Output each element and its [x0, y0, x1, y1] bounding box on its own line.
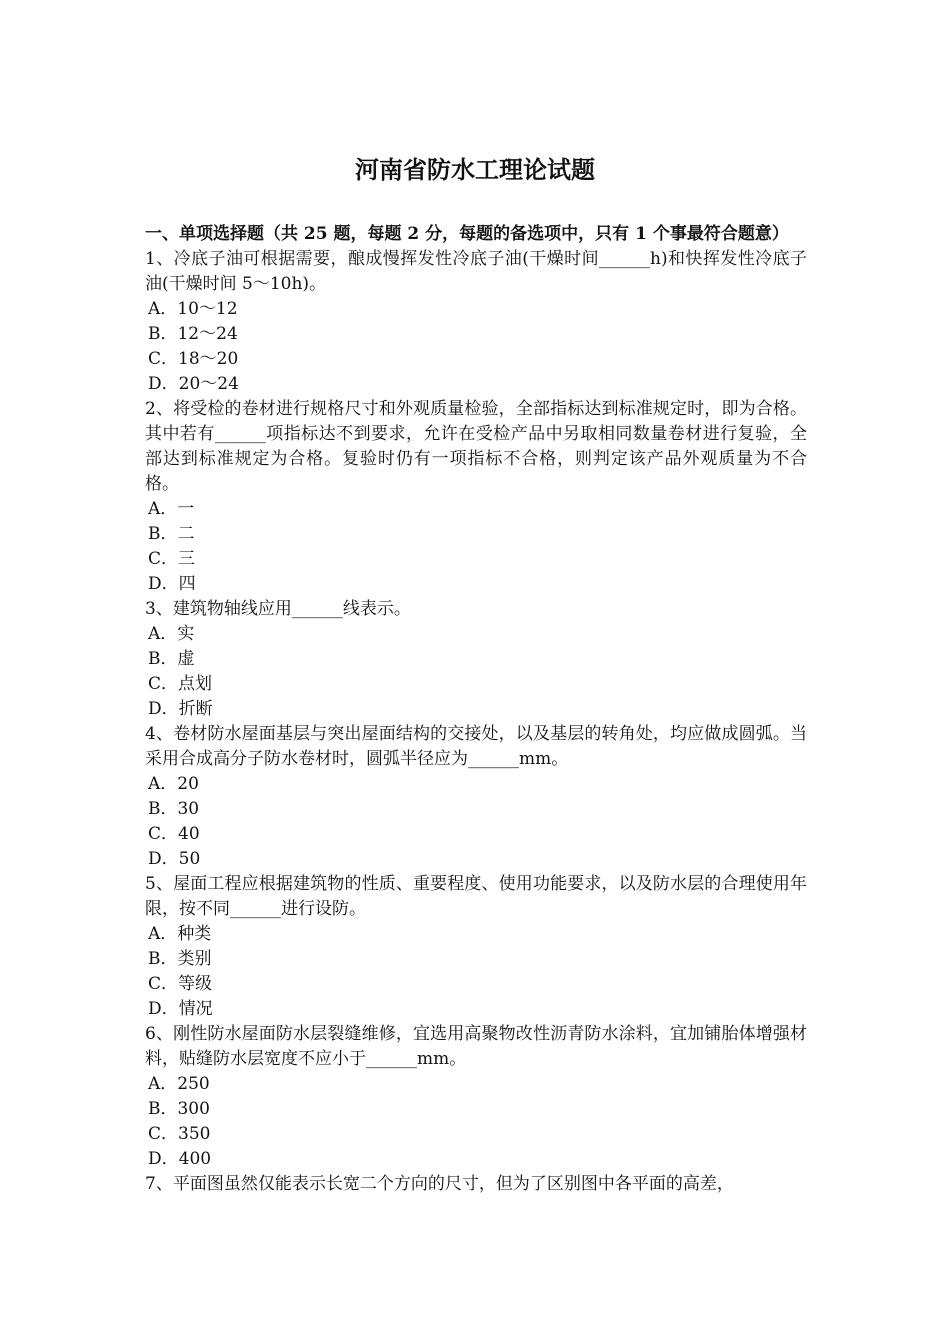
question-stem: 2、将受检的卷材进行规格尺寸和外观质量检验，全部指标达到标准规定时，即为合格。其中若有______项指标达不到要求，允许在受检产品中另取相同数量卷材进行复验，全部达到标准规定为合格。复验时仍有一项指标不合格，则判定该产品外观质量为不合格。	[145, 399, 807, 494]
question-stem: 1、冷底子油可根据需要，酿成慢挥发性冷底子油(干燥时间______h)和快挥发性冷底子油(干燥时间 5～10h)。	[145, 249, 807, 294]
option-d: D．四	[148, 574, 196, 594]
question-stem-partial: 7、平面图虽然仅能表示长宽二个方向的尺寸，但为了区别图中各平面的高差，	[145, 1174, 734, 1194]
question-stem: 4、卷材防水屋面基层与突出屋面结构的交接处，以及基层的转角处，均应做成圆弧。当采用合成高分子防水卷材时，圆弧半径应为______mm。	[145, 724, 807, 769]
option-a: A．实	[148, 624, 195, 644]
option-d: D．400	[148, 1149, 212, 1169]
option-c: C．40	[148, 824, 200, 844]
option-b: B．300	[148, 1099, 210, 1119]
question-stem: 3、建筑物轴线应用______线表示。	[145, 599, 411, 619]
option-c: C．350	[148, 1124, 211, 1144]
document-body	[145, 222, 807, 1197]
option-b: B．12～24	[148, 324, 238, 344]
option-d: D．情况	[148, 999, 213, 1019]
option-a: A．20	[148, 774, 199, 794]
section-heading: 一、单项选择题（共 25 题，每题 2 分，每题的备选项中，只有 1 个事最符合题意）	[145, 224, 789, 244]
question-block	[145, 1022, 807, 1172]
option-b: B．二	[148, 524, 195, 544]
option-d: D．50	[148, 849, 201, 869]
question-block	[145, 597, 807, 722]
option-c: C．点划	[148, 674, 213, 694]
option-a: A．种类	[148, 924, 212, 944]
option-d: D．20～24	[148, 374, 239, 394]
option-a: A．250	[148, 1074, 210, 1094]
question-stem: 6、刚性防水屋面防水层裂缝维修，宜选用高聚物改性沥青防水涂料，宜加铺胎体增强材料，贴缝防水层宽度不应小于______mm。	[145, 1024, 807, 1069]
question-block	[145, 247, 807, 397]
question-block	[145, 722, 807, 872]
option-c: C．三	[148, 549, 196, 569]
question-stem: 5、屋面工程应根据建筑物的性质、重要程度、使用功能要求，以及防水层的合理使用年限，按不同______进行设防。	[145, 874, 807, 919]
question-block	[145, 872, 807, 1022]
option-c: C．18～20	[148, 349, 239, 369]
option-a: A．10～12	[148, 299, 238, 319]
option-d: D．折断	[148, 699, 213, 719]
option-b: B．类别	[148, 949, 212, 969]
option-b: B．30	[148, 799, 200, 819]
document-title: 河南省防水工理论试题	[355, 155, 595, 184]
question-block	[145, 397, 807, 597]
option-c: C．等级	[148, 974, 213, 994]
option-b: B．虚	[148, 649, 195, 669]
option-a: A．一	[148, 499, 195, 519]
